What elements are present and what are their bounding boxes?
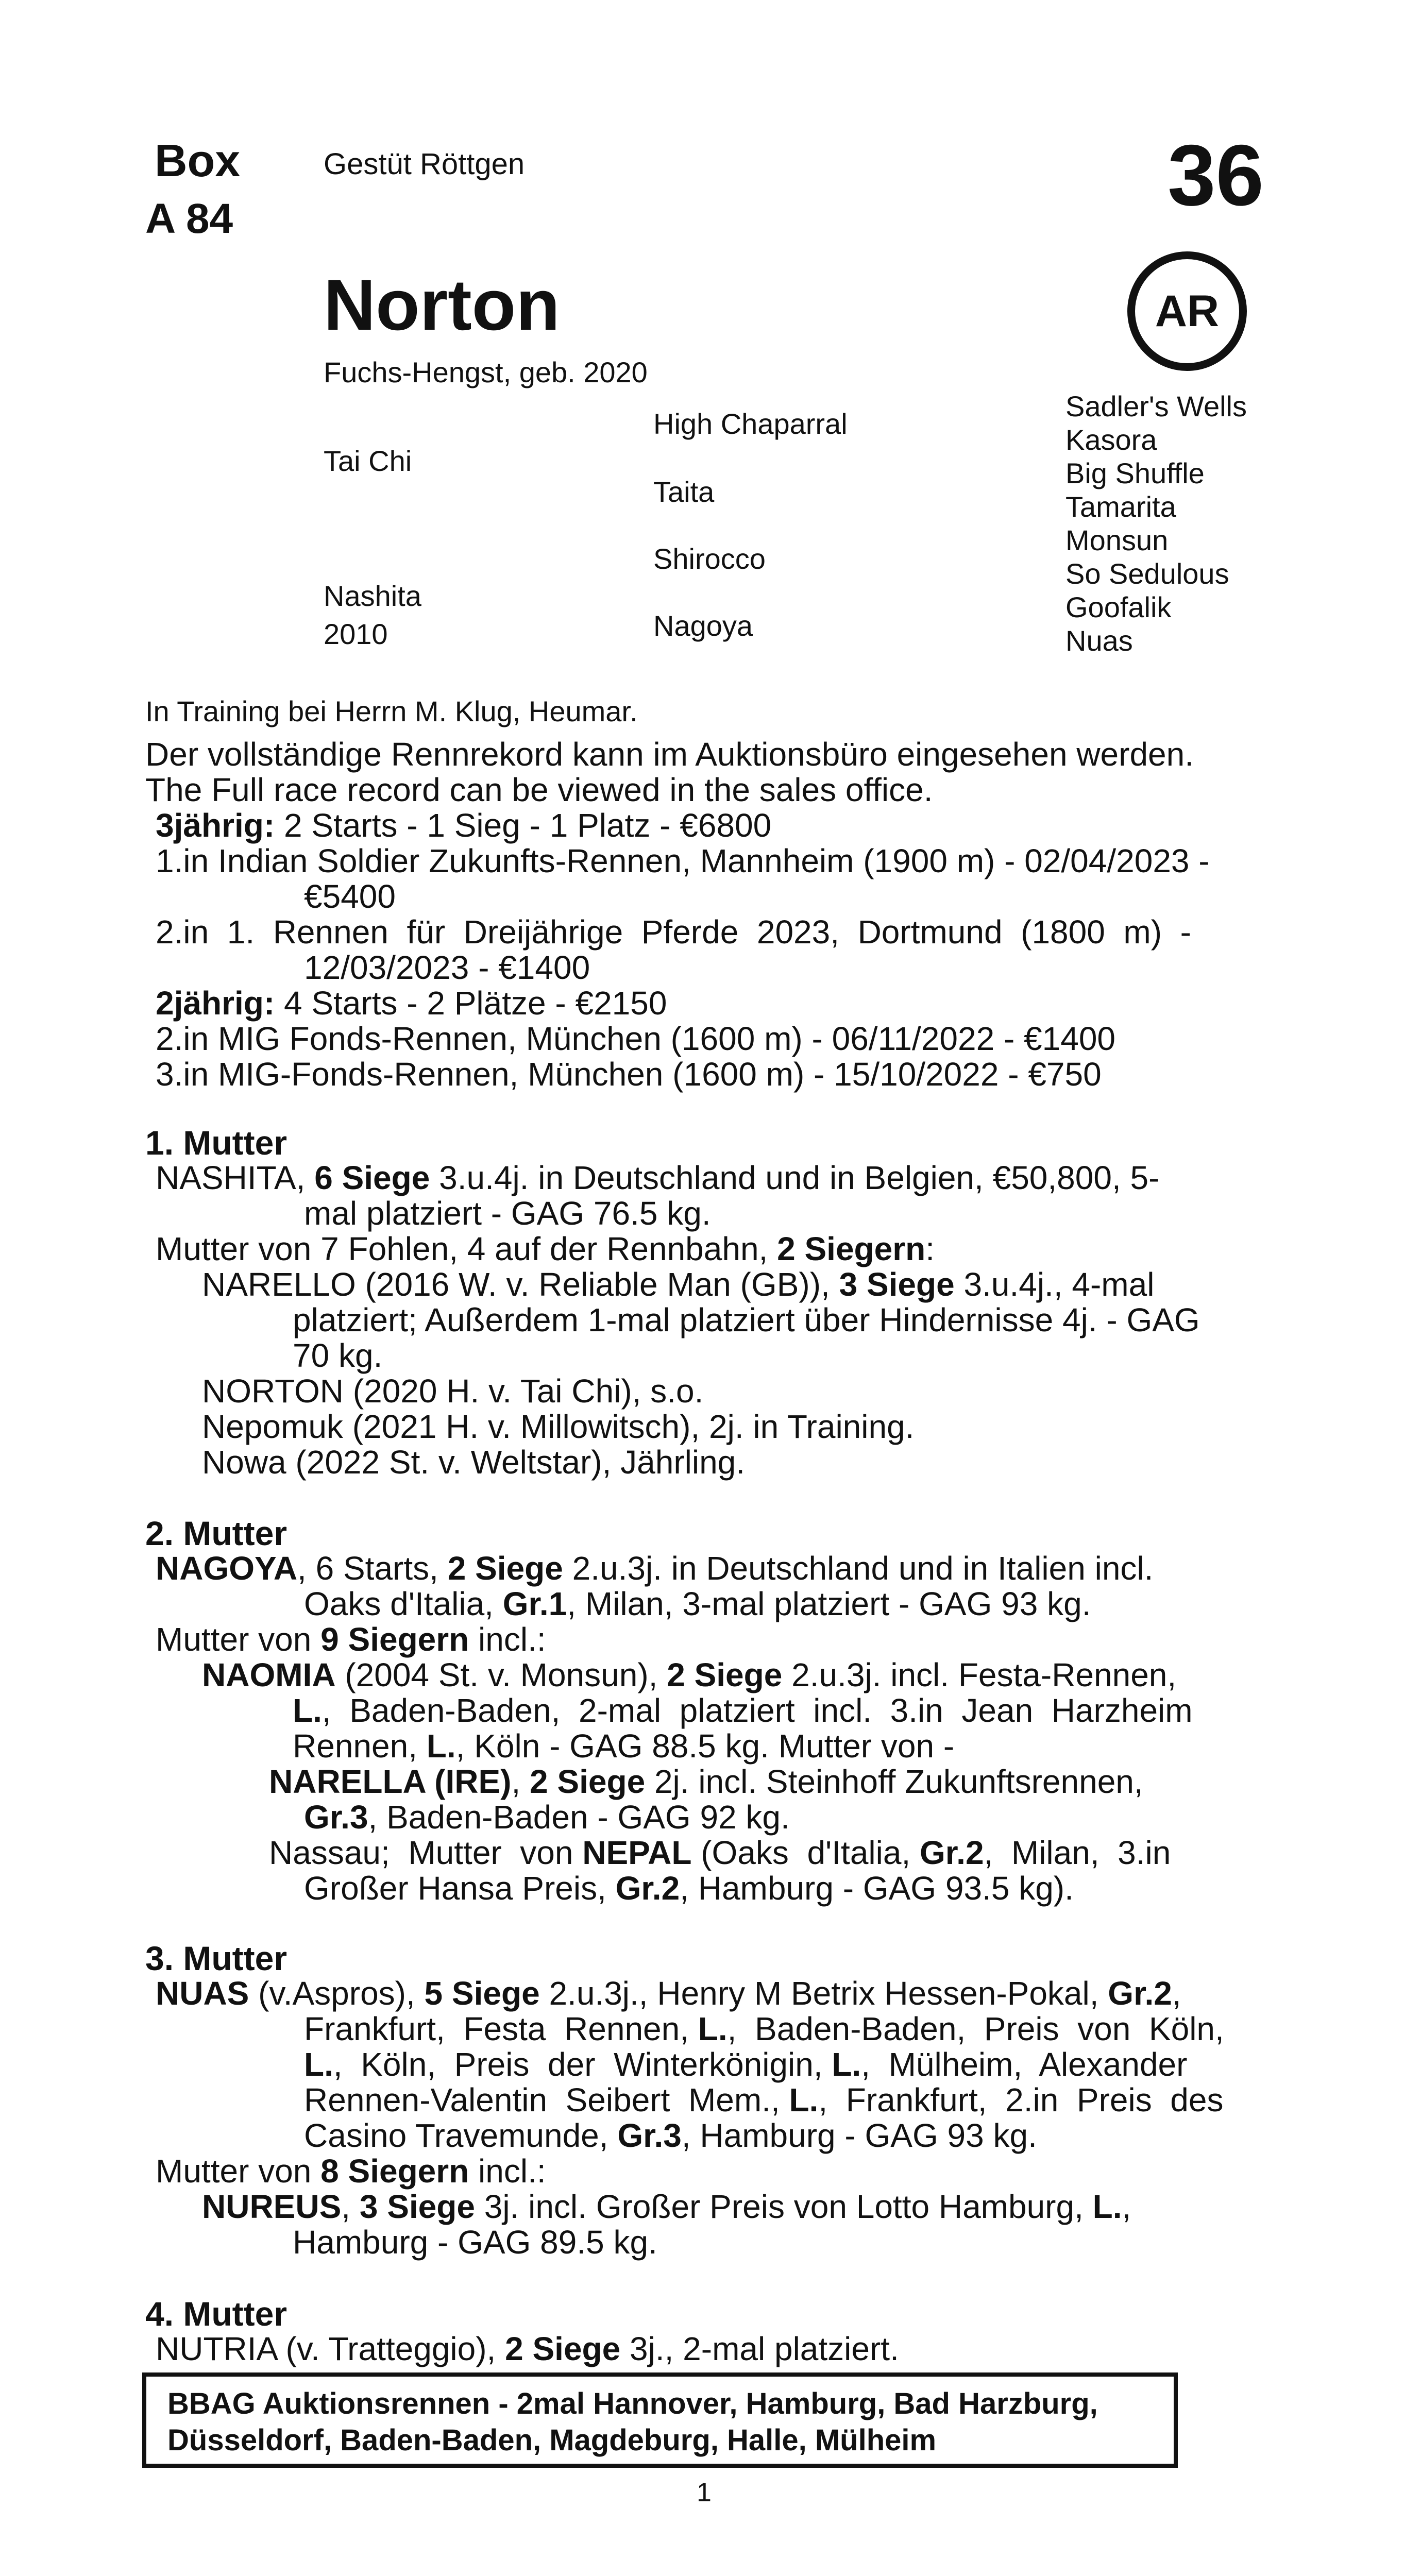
race-result: 3.in MIG-Fonds-Rennen, München (1600 m) - 15/10/2022 - €750 — [156, 1056, 1102, 1093]
mutter3-line-cont — [304, 2082, 1223, 2118]
listed-grade: L. — [698, 2010, 728, 2047]
offspring-detail: (Oaks d'Italia, — [701, 1834, 911, 1871]
pedigree-gen3: Monsun — [1065, 524, 1169, 556]
offspring-detail: , Hamburg - GAG 93.5 kg). — [680, 1870, 1074, 1907]
mutter2-heading: 2. Mutter — [145, 1514, 287, 1552]
horse-name: Norton — [324, 264, 560, 345]
comma: , — [1122, 2188, 1131, 2225]
offspring-detail: (2004 St. v. Monsun), — [345, 1656, 658, 1693]
listed-grade: L. — [1092, 2188, 1122, 2225]
offspring-entry: Nowa (2022 St. v. Weltstar), Jährling. — [202, 1444, 746, 1481]
mutter2-wins: 2 Siege — [447, 1550, 563, 1587]
mutter3-detail: , Baden-Baden, Preis von Köln, — [727, 2010, 1224, 2047]
group-grade: Gr.2 — [615, 1870, 680, 1907]
pedigree-gen2: Taita — [653, 476, 715, 508]
offspring-name: NARELLO (2016 W. v. Reliable Man (GB)), — [202, 1266, 830, 1303]
pedigree-gen3: Big Shuffle — [1065, 457, 1205, 489]
mutter3-detail: , Hamburg - GAG 93 kg. — [681, 2117, 1037, 2154]
offspring-entry — [202, 1657, 1176, 1693]
pedigree-gen2: Shirocco — [653, 543, 766, 575]
grand-offspring-entry-cont — [304, 1871, 1074, 1906]
mutter3-detail: , Köln, Preis der Winterkönigin, — [333, 2046, 823, 2083]
mutter1-heading: 1. Mutter — [145, 1124, 287, 1162]
pedigree-gen3: Nuas — [1065, 624, 1133, 657]
mutter2-name: NAGOYA — [156, 1550, 298, 1587]
offspring-entry-cont — [293, 1693, 1193, 1728]
mutter3-detail: Rennen-Valentin Seibert Mem., — [304, 2081, 780, 2119]
race-name: Oaks d'Italia, — [304, 1585, 494, 1622]
auction-races-line: Düsseldorf, Baden-Baden, Magdeburg, Halle, Mülheim — [167, 2424, 937, 2457]
box-number: A 84 — [145, 195, 233, 242]
record-note-en: The Full race record can be viewed in the sales office. — [145, 771, 933, 808]
offspring-name: NARELLA (IRE) — [269, 1763, 512, 1800]
winners-count: 9 Siegern — [320, 1621, 469, 1658]
mutter3-wins: 5 Siege — [424, 1975, 540, 2012]
comma: , — [341, 2188, 351, 2225]
listed-grade: L. — [832, 2046, 861, 2083]
grand-offspring-entry — [269, 1835, 1171, 1871]
mutter2-starts: , 6 Starts, — [297, 1550, 438, 1587]
ar-badge-label: AR — [1155, 286, 1220, 336]
offspring-detail: 2.u.3j. incl. Festa-Rennen, — [791, 1656, 1177, 1693]
mutter3-line — [156, 1976, 1181, 2011]
winners-count: 8 Siegern — [320, 2153, 469, 2190]
pedigree-gen3: Tamarita — [1065, 490, 1176, 523]
mutter3-line-cont — [304, 2118, 1037, 2154]
mutter2-line-cont — [304, 1586, 1091, 1622]
mutter1-detail: 3.u.4j. in Deutschland und in Belgien, €50,800, 5- — [439, 1159, 1160, 1196]
offspring-detail: 3j. incl. Großer Preis von Lotto Hamburg, — [484, 2188, 1084, 2225]
mutter3-detail: Casino Travemunde, — [304, 2117, 608, 2154]
offspring-entry: NORTON (2020 H. v. Tai Chi), s.o. — [202, 1372, 704, 1410]
mutter3-detail: , Frankfurt, 2.in Preis des — [818, 2081, 1224, 2119]
offspring-entry-cont — [293, 1728, 954, 1764]
record-3yo-stats: 2 Starts - 1 Sieg - 1 Platz - €6800 — [283, 807, 772, 844]
mutter2-detail: 2.u.3j. in Deutschland und in Italien incl. — [572, 1550, 1154, 1587]
mutter1-line-cont: mal platziert - GAG 76.5 kg. — [304, 1195, 711, 1232]
horse-description: Fuchs-Hengst, geb. 2020 — [324, 356, 648, 388]
mutter1-wins: 6 Siege — [314, 1159, 430, 1196]
mutter3-detail: , Mülheim, Alexander — [861, 2046, 1188, 2083]
mutter4-detail: 3j., 2-mal platziert. — [630, 2330, 899, 2367]
group-grade: Gr.3 — [304, 1799, 368, 1836]
offspring-name: NEPAL — [582, 1834, 692, 1871]
offspring-detail: Nassau; Mutter von — [269, 1834, 573, 1871]
pedigree-gen3: Sadler's Wells — [1065, 390, 1247, 422]
pedigree-dam-year: 2010 — [324, 618, 388, 650]
winners-count: 2 Siegern — [777, 1230, 926, 1267]
listed-grade: L. — [789, 2081, 819, 2119]
page-number: 1 — [697, 2478, 712, 2507]
mutter1-offspring-summary — [156, 1231, 935, 1267]
offspring-name: NUREUS — [202, 2188, 342, 2225]
listed-grade: L. — [304, 2046, 333, 2083]
pedigree-gen3: Kasora — [1065, 423, 1157, 456]
mutter3-detail: 2.u.3j., Henry M Betrix Hessen-Pokal, — [549, 1975, 1099, 2012]
race-result-cont: €5400 — [304, 878, 396, 915]
mutter2-line — [156, 1551, 1153, 1586]
record-2yo-summary — [156, 986, 667, 1021]
mutter3-detail: Frankfurt, Festa Rennen, — [304, 2010, 689, 2047]
offspring-wins: 2 Siege — [667, 1656, 783, 1693]
offspring-name: NAOMIA — [202, 1656, 336, 1693]
record-3yo-label: 3jährig: — [156, 807, 275, 844]
auction-races-line: BBAG Auktionsrennen - 2mal Hannover, Hamburg, Bad Harzburg, — [167, 2387, 1098, 2420]
race-result: 2.in 1. Rennen für Dreijährige Pferde 2023, Dortmund (1800 m) - — [156, 913, 1191, 951]
race-detail: , Milan, 3-mal platziert - GAG 93 kg. — [567, 1585, 1091, 1622]
offspring-entry-cont: Hamburg - GAG 89.5 kg. — [293, 2224, 657, 2261]
box-label: Box — [155, 135, 241, 186]
pedigree-dam: Nashita — [324, 580, 421, 612]
incl: incl.: — [478, 2153, 546, 2190]
offspring-entry-cont: 70 kg. — [293, 1337, 383, 1374]
race-result: 1.in Indian Soldier Zukunfts-Rennen, Mannheim (1900 m) - 02/04/2023 - — [156, 842, 1210, 879]
record-note-de: Der vollständige Rennrekord kann im Auktionsbüro eingesehen werden. — [145, 736, 1194, 773]
pedigree-gen2: High Chaparral — [653, 408, 848, 440]
offspring-count: Mutter von 7 Fohlen, 4 auf der Rennbahn, — [156, 1230, 768, 1267]
offspring-detail: 2j. incl. Steinhoff Zukunftsrennen, — [654, 1763, 1143, 1800]
mutter3-name: NUAS — [156, 1975, 249, 2012]
mutter4-line — [156, 2331, 899, 2367]
offspring-detail: , Baden-Baden - GAG 92 kg. — [368, 1799, 790, 1836]
race-result-cont: 12/03/2023 - €1400 — [304, 949, 590, 986]
mutter3-sire: (v.Aspros), — [258, 1975, 415, 2012]
mutter4-heading: 4. Mutter — [145, 2295, 287, 2333]
pedigree-sire: Tai Chi — [324, 445, 412, 477]
mother-of: Mutter von — [156, 2153, 312, 2190]
race-result: 2.in MIG Fonds-Rennen, München (1600 m) - 06/11/2022 - €1400 — [156, 1020, 1115, 1057]
colon: : — [925, 1230, 935, 1267]
mutter3-heading: 3. Mutter — [145, 1939, 287, 1977]
lot-number: 36 — [1168, 127, 1264, 224]
listed-grade: L. — [293, 1692, 322, 1729]
record-3yo-summary — [156, 808, 771, 843]
pedigree-gen3: Goofalik — [1065, 591, 1172, 623]
offspring-wins: 3 Siege — [839, 1266, 955, 1303]
mutter3-line-cont — [304, 2011, 1224, 2047]
offspring-wins: 3 Siege — [359, 2188, 475, 2225]
mutter1-name: NASHITA, — [156, 1159, 306, 1196]
offspring-detail: Großer Hansa Preis, — [304, 1870, 606, 1907]
training-note: In Training bei Herrn M. Klug, Heumar. — [145, 695, 638, 727]
mutter3-offspring-summary — [156, 2154, 546, 2189]
offspring-detail: , Baden-Baden, 2-mal platziert incl. 3.in Jean Harzheim — [322, 1692, 1193, 1729]
offspring-entry-cont: platziert; Außerdem 1-mal platziert über Hindernisse 4j. - GAG — [293, 1301, 1200, 1338]
comma: , — [511, 1763, 521, 1800]
offspring-entry: Nepomuk (2021 H. v. Millowitsch), 2j. in Training. — [202, 1408, 915, 1445]
offspring-wins: 2 Siege — [530, 1763, 646, 1800]
offspring-entry — [202, 2189, 1131, 2225]
listed-grade: L. — [426, 1727, 456, 1765]
record-2yo-label: 2jährig: — [156, 985, 275, 1022]
grand-offspring-entry-cont — [304, 1800, 790, 1835]
offspring-detail: Rennen, — [293, 1727, 417, 1765]
pedigree-gen3: So Sedulous — [1065, 557, 1229, 590]
offspring-detail: , Milan, 3.in — [984, 1834, 1171, 1871]
pedigree-gen2: Nagoya — [653, 609, 753, 642]
mutter1-line — [156, 1160, 1159, 1196]
group-grade: Gr.1 — [502, 1585, 567, 1622]
offspring-detail: , Köln - GAG 88.5 kg. Mutter von - — [455, 1727, 955, 1765]
grand-offspring-entry — [269, 1764, 1143, 1800]
group-grade: Gr.3 — [617, 2117, 682, 2154]
offspring-entry — [202, 1267, 1154, 1302]
mutter2-offspring-summary — [156, 1622, 546, 1657]
mutter4-wins: 2 Siege — [505, 2330, 621, 2367]
breeder: Gestüt Röttgen — [324, 147, 525, 181]
record-2yo-stats: 4 Starts - 2 Plätze - €2150 — [283, 985, 667, 1022]
incl: incl.: — [478, 1621, 546, 1658]
group-grade: Gr.2 — [1108, 1975, 1172, 2012]
mutter4-name: NUTRIA (v. Tratteggio), — [156, 2330, 496, 2367]
mother-of: Mutter von — [156, 1621, 312, 1658]
offspring-detail: 3.u.4j., 4-mal — [963, 1266, 1155, 1303]
mutter3-line-cont — [304, 2047, 1187, 2082]
comma: , — [1172, 1975, 1181, 2012]
group-grade: Gr.2 — [920, 1834, 984, 1871]
ar-badge — [1127, 251, 1247, 371]
